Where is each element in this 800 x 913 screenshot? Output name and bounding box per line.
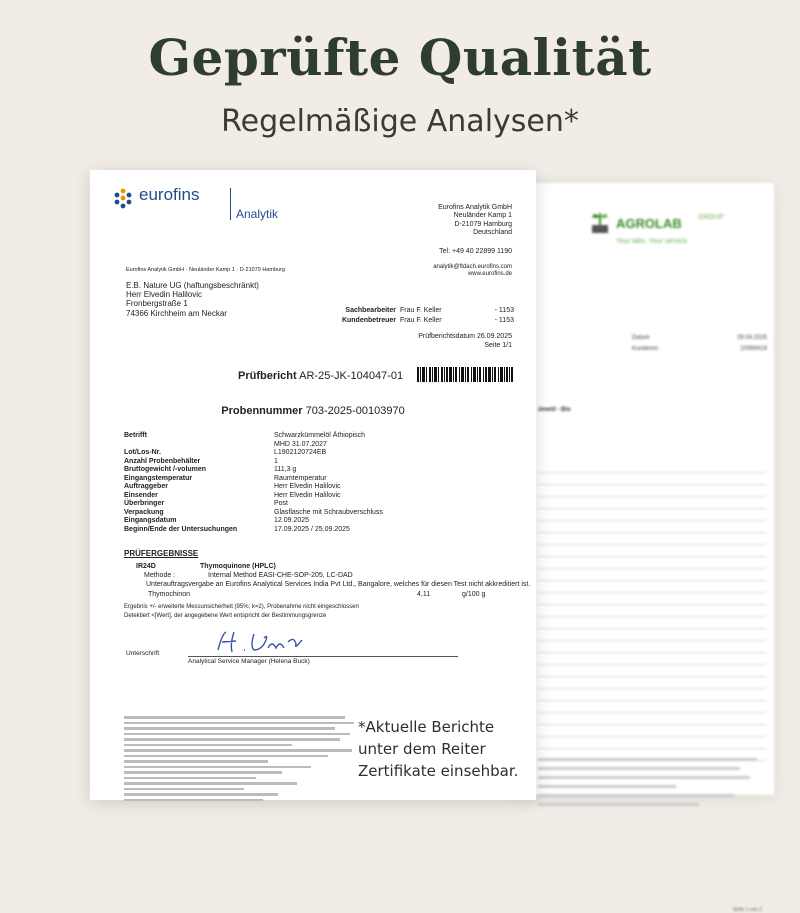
contact-persons: [334, 307, 514, 328]
eurofins-logo-sub: Analytik: [236, 207, 279, 221]
company-contact: analytik@ftdach.eurofins.com www.eurofins.de: [433, 264, 512, 278]
footer-fine-print: [124, 716, 364, 804]
result-code: IR24D: [136, 563, 156, 570]
recipient-address: E.B. Nature UG (haftungsbeschränkt) Herr Elvedin Halilovic Fronbergstraße 1 74366 Kirchheim am Neckar: [126, 281, 259, 318]
company-phone: Tel: +49 40 22899 1190: [439, 248, 512, 255]
sender-line: Eurofins Analytik GmbH · Neuländer Kamp 1 · D-21079 Hamburg: [126, 267, 285, 273]
contact-row: Sachbearbeiter Frau F. Keller - 1153: [345, 307, 514, 314]
signature-line: [188, 656, 458, 657]
back-meta-row: Datum 29.04.2025: [632, 335, 767, 341]
eurofins-logo-icon: [112, 187, 134, 209]
agrolab-report: [512, 183, 774, 913]
analyte-unit: g/100 g: [462, 591, 486, 598]
subcontract-note: Unterauftragsvergabe an Eurofins Analytical Services India Pvt Ltd., Bangalore, welches für diesen Test nicht akkreditiert ist.: [146, 581, 531, 588]
analyte-value: 4,11: [417, 591, 431, 598]
uncertainty-note: Ergebnis +/- erweiterte Messunsicherheit (95%; k=2), Probenahme nicht eingeschlossen: [124, 604, 359, 610]
agrolab-logo-icon: [590, 209, 610, 235]
field-row: Anzahl Probenbehälter 1: [124, 457, 278, 465]
field-row: Eingangstemperatur Raumtemperatur: [124, 474, 327, 482]
field-row: Lot/Los-Nr. L1902120724EB: [124, 449, 327, 456]
back-page-number: Seite 1 von 2: [732, 907, 762, 913]
result-name: Thymoquinone (HPLC): [200, 563, 276, 570]
field-row: Bruttogewicht /-volumen 111,3 g: [124, 466, 297, 473]
sample-number: Probennummer 703-2025-00103970: [221, 405, 405, 417]
signature-mark: [210, 628, 310, 656]
back-meta: [632, 335, 767, 357]
agrolab-logo-text: AGROLAB: [616, 216, 682, 231]
field-row: Überbringer Post: [124, 500, 289, 507]
sample-fields: [124, 432, 514, 534]
signature-name: Analytical Service Manager (Helena Buck): [188, 658, 310, 665]
method-value: Internal Method EASI-CHE-SOP-205, LC-DAD: [208, 572, 353, 579]
field-row: Beginn/Ende der Untersuchungen 17.09.2025 / 25.09.2025: [124, 525, 350, 533]
eurofins-logo-text: eurofins: [139, 185, 200, 204]
field-row: Verpackung Glasflasche mit Schraubverschluss: [124, 508, 383, 516]
callout-note: *Aktuelle Berichte unter dem Reiter Zertifikate einsehbar.: [358, 718, 519, 780]
logo-divider: [230, 188, 231, 220]
method-label: Methode :: [144, 572, 176, 579]
field-row: Betrifft Schwarzkümmelöl Äthiopisch: [124, 432, 366, 439]
back-result-table: [538, 461, 766, 761]
headline: Geprüfte Qualität: [148, 28, 652, 87]
eurofins-report: [90, 170, 536, 800]
agrolab-slogan: Your labs. Your service.: [616, 238, 689, 245]
subline: Regelmäßige Analysen*: [221, 104, 579, 139]
field-row: MHD 31.07.2027: [274, 440, 327, 448]
barcode: [417, 367, 513, 382]
report-number: Prüfbericht AR-25-JK-104047-01: [238, 370, 404, 382]
detection-note: Detektiert <[Wert], der angegebene Wert entspricht der Bestimmungsgrenze: [124, 613, 327, 619]
page-number: Seite 1/1: [484, 342, 512, 349]
field-row: Eingangsdatum 12.09.2025: [124, 517, 310, 524]
field-row: Auftraggeber Herr Elvedin Halilovic: [124, 483, 341, 490]
contact-row: Kundenbetreuer Frau F. Keller - 1153: [341, 317, 514, 325]
company-address: Eurofins Analytik GmbH Neuländer Kamp 1 D-21079 Hamburg Deutschland: [438, 204, 512, 237]
analyte-name: Thymochinon: [148, 591, 191, 598]
back-text-lines: [538, 758, 768, 812]
agrolab-logo-group: GROUP: [698, 214, 724, 221]
field-row: Einsender Herr Elvedin Halilovic: [124, 491, 341, 499]
report-date: Prüfberichtsdatum 26.09.2025: [418, 333, 512, 340]
results-title: PRÜFERGEBNISSE: [124, 549, 199, 558]
signature-label: Unterschrift: [126, 650, 160, 657]
back-meta-row: Kundennr. 10069419: [632, 346, 767, 352]
back-heading: ümeöl - Bio: [538, 407, 571, 413]
